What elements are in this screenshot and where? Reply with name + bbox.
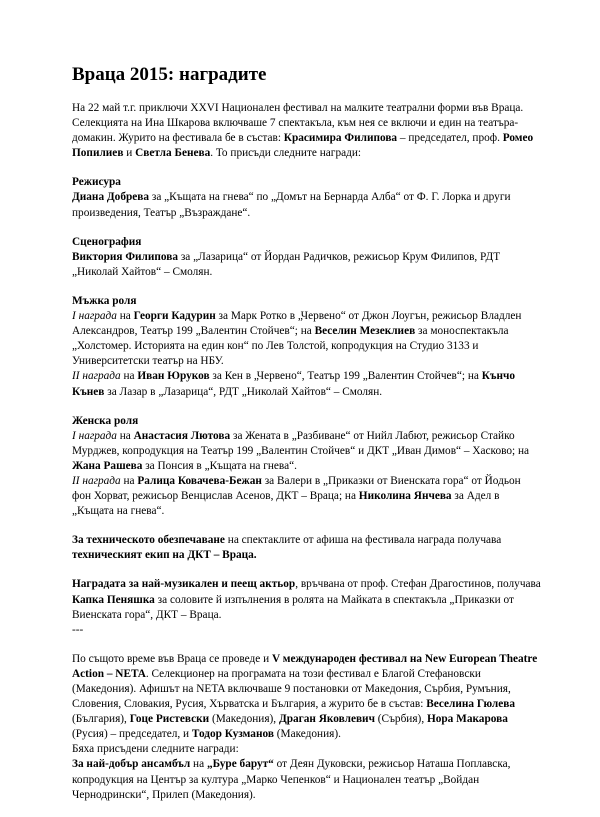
text: . Селекционер на програмата на този фестивал е Благой Стефановски (Македония). Афишът на NETA включваше 9 постановки от Македония, Сърбия, Румъния, Словения, Словакия, Русия, Хърватска и България, а журито бе в състав: (72, 667, 511, 711)
text: за Валери в „Приказки от Виенската гора“ от Йодьон фон Хорват, режисьор Венцислав Асенов, ДКТ – Враца; на (72, 474, 521, 503)
article (72, 64, 542, 817)
text: за моноспектакъла „Холстомер. Историята на един кон“ по Лев Толстой, копродукция на Студио 3133 и Университетски театър на НБУ. (72, 325, 509, 368)
technical-award (72, 533, 542, 563)
text: (България), (72, 713, 130, 726)
text: за Марк Ротко в „Червено“ от Джон Лоугън, режисьор Владлен Александров, Театър 199 „Валентин Стойчев“; на (72, 310, 522, 338)
text: , връчвана от проф. Стефан Драгостинов, получава (295, 578, 541, 591)
text: за „Къщата на гнева“ по „Домът на Бернарда Алба“ от Ф. Г. Лорка и други произведения, Театър „Възраждане“. (72, 191, 511, 219)
name-bold: Красимира Филипова (283, 132, 398, 145)
name-bold: Тодор Кузманов (191, 728, 274, 741)
intro-paragraph (72, 101, 542, 161)
text: По същото време във Враца се проведе и (72, 652, 272, 665)
award-label: I награда (72, 310, 117, 323)
text: на (116, 310, 134, 323)
name-bold: Ромео Попилиев (72, 132, 534, 160)
musician-award (72, 577, 542, 637)
section-heading: Мъжка роля (72, 294, 137, 307)
text: и (123, 147, 136, 160)
name-bold: За най-добър ансамбъл (72, 758, 191, 771)
direction-section (72, 175, 542, 220)
text: (Русия) – председател, и (72, 728, 192, 741)
section-heading: Сценография (72, 235, 142, 248)
text: за Кен в „Червено“, Театър 199 „Валентин Стойчев“; на (209, 370, 482, 383)
text: (Македония), (209, 713, 279, 726)
name-bold: Нора Макарова (426, 713, 508, 726)
separator: --- (72, 623, 84, 636)
text: за соловите й изпълнения в ролята на Майката в спектакъла „Приказки от Виенската гора“, ДКТ – Враца. (72, 593, 514, 621)
name-bold: Веселина Гюлева (426, 698, 515, 711)
name-bold: Наградата за най-музикален и пеещ актьор (72, 578, 296, 591)
name-bold: За техническото обезпечаване (72, 534, 225, 547)
text: на спектаклите от афиша на фестивала награда получава (224, 534, 502, 547)
award-label: II награда (72, 474, 121, 487)
text: за Жената в „Разбиване“ от Нийл Лабют, режисьор Стайко Мурджев, копродукция на Театър 199 „Валентин Стойчев“ и ДКТ „Иван Димов“ – Хасково; на (72, 429, 530, 457)
award-label: II награда (72, 370, 121, 383)
text: за Лазар в „Лазарица“, РДТ „Николай Хайтов“ – Смолян. (104, 385, 383, 398)
name-bold: Капка Пеняшка (72, 593, 155, 606)
neta-section (72, 652, 542, 803)
name-bold: V международен фестивал на New European Theatre Action – NETA (72, 652, 538, 680)
text: от Деян Дуковски, режисьор Наташа Поплавска, копродукция на Център за култура „Марко Чепенков“ и Национален театър „Войдан Чернодрински“, Прилеп (Македония). (72, 758, 511, 801)
name-bold: Георги Кадурин (133, 310, 216, 323)
scenography-section (72, 235, 542, 280)
name-bold: Анастасия Лютова (133, 429, 231, 442)
text: (Сърбия), (374, 713, 427, 726)
section-heading: Режисура (72, 176, 121, 189)
name-bold: Гоце Ристевски (129, 713, 210, 726)
text: за Понсия в „Къщата на гнева“. (142, 459, 297, 472)
name-bold: Ралица Ковачева-Бежан (137, 474, 262, 487)
text: (Македония). (273, 728, 341, 741)
name-bold: Виктория Филипова (72, 250, 179, 263)
page-title: Враца 2015: наградите (72, 64, 267, 85)
name-bold: Кънчо Кънев (72, 370, 516, 398)
text: Бяха присъдени следните награди: (72, 743, 239, 756)
text: На 22 май т.г. приключи XXVI Национален фестивал на малките театрални форми във Враца. Селекцията на Ина Шкарова включваше 7 спектакъла, към нея се включи и един на театъра-домакин. Журито на фестивала бе в състав: (72, 102, 524, 145)
female-role-section (72, 414, 542, 520)
name-bold: Иван Юруков (137, 370, 210, 383)
section-heading: Женска роля (72, 414, 139, 427)
text: на (190, 758, 207, 771)
text: на (116, 429, 134, 442)
name-bold: Веселин Мезеклиев (314, 325, 416, 338)
name-bold: „Буре барут“ (206, 758, 274, 771)
name-bold: Жана Рашева (72, 459, 143, 472)
name-bold: Диана Добрева (72, 191, 150, 204)
name-bold: Драган Яковлевич (278, 713, 375, 726)
text: на (120, 474, 138, 487)
text: . То присъди следните награди: (210, 147, 362, 160)
text: за „Лазарица“ от Йордан Радичков, режисьор Крум Филипов, РДТ „Николай Хайтов“ – Смолян. (72, 250, 501, 278)
name-bold: Светла Бенева (135, 147, 211, 160)
text: на (120, 370, 138, 383)
male-role-section (72, 294, 542, 400)
text: за Адел в „Къщата на гнева“. (72, 490, 500, 518)
name-bold: Николина Янчева (358, 490, 452, 503)
award-label: I награда (72, 429, 117, 442)
text: – председател, проф. (397, 132, 503, 145)
name-bold: техническият екип на ДКТ – Враца. (72, 549, 257, 562)
